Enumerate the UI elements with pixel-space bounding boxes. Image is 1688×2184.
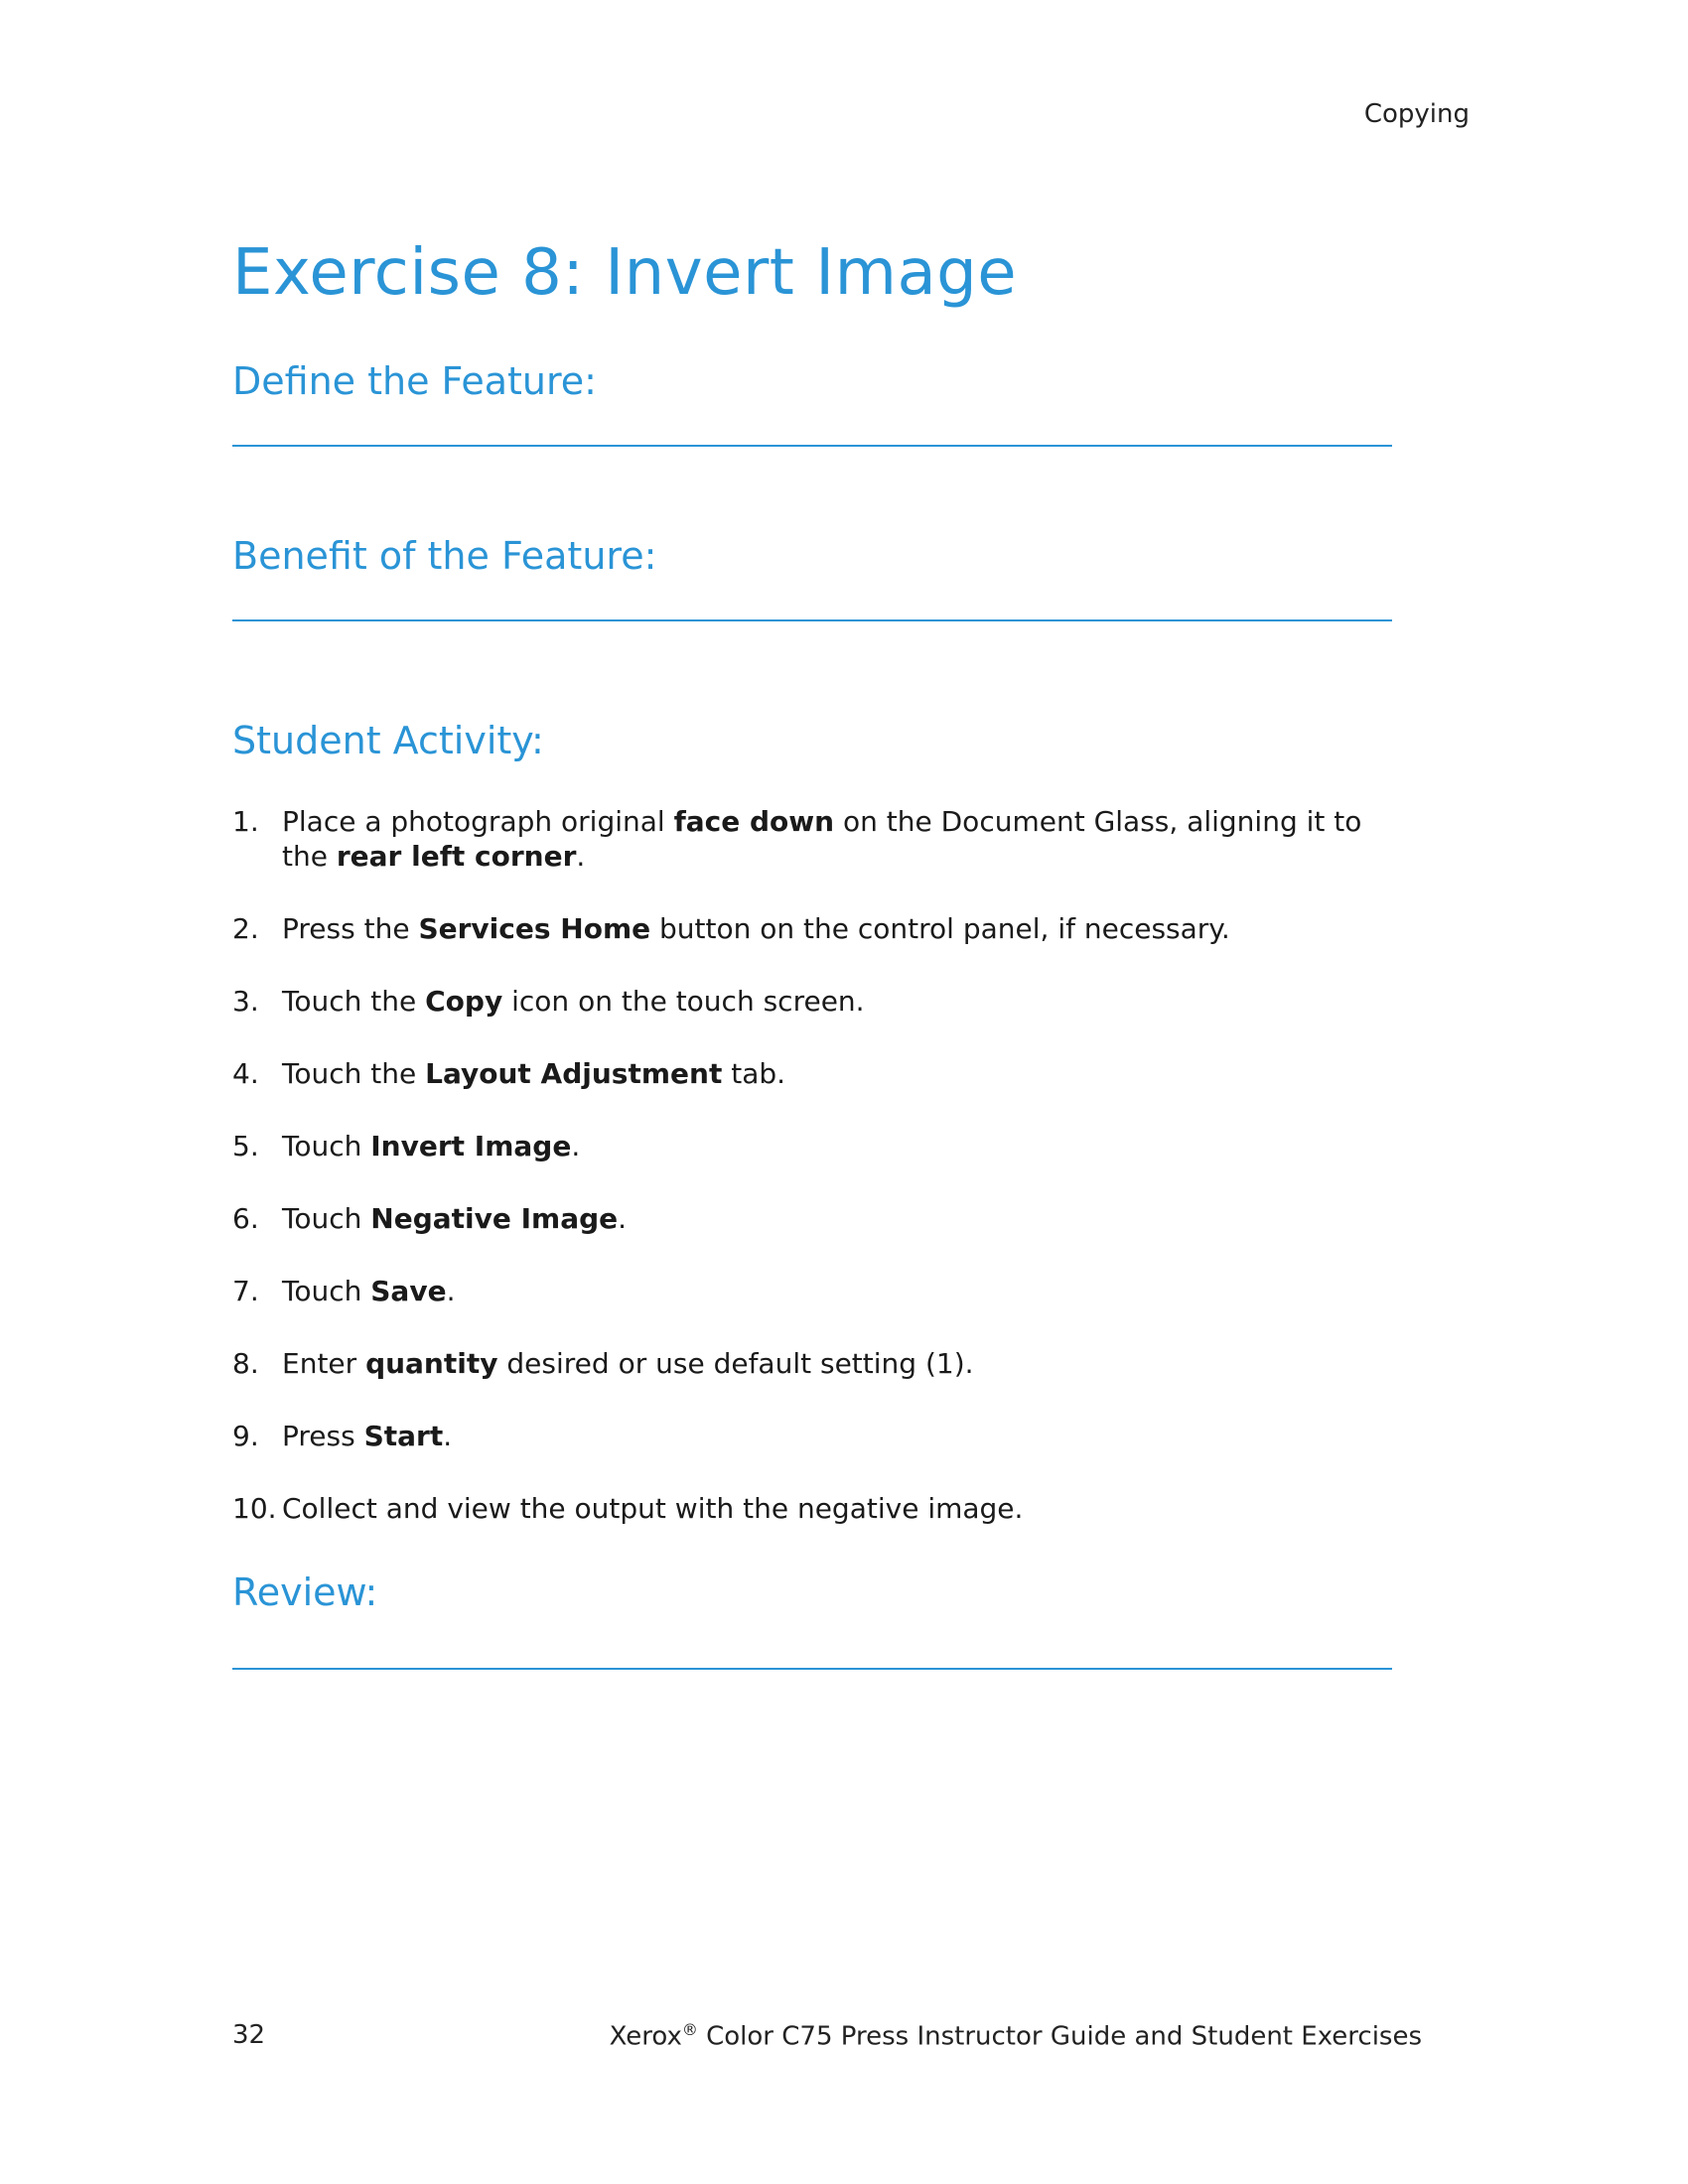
step-number: 6. [232,1202,259,1235]
step-text: button on the control panel, if necessary. [650,912,1230,945]
step-item [232,1419,1392,1453]
step-bold-text: Copy [425,985,503,1018]
step-text: icon on the touch screen. [502,985,865,1018]
benefit-feature-heading: Benefit of the Feature: [232,534,657,578]
step-item [232,804,1392,874]
activity-steps-list [232,804,1392,1564]
step-number: 3. [232,985,259,1018]
step-bold-text: Invert Image [370,1130,572,1162]
step-bold-text: quantity [365,1347,498,1380]
footer-doc-title: Color C75 Press Instructor Guide and Student Exercises [697,2021,1422,2052]
step-text: Touch the [282,1057,426,1090]
step-item [232,984,1392,1019]
step-bold-text: Save [370,1275,447,1307]
step-number: 9. [232,1420,259,1452]
step-item [232,911,1392,946]
step-item [232,1491,1392,1526]
footer-registered-mark: ® [681,2020,698,2039]
define-feature-heading: Define the Feature: [232,359,597,403]
step-text: Place a photograph original [282,805,674,838]
footer-brand: Xerox [609,2021,682,2052]
step-item [232,1274,1392,1308]
step-text: Enter [282,1347,366,1380]
step-text: Touch [282,1130,371,1162]
step-text: Press [282,1420,364,1452]
step-number: 8. [232,1347,259,1380]
benefit-feature-answer-line [232,619,1392,621]
step-text: . [618,1202,628,1235]
review-answer-line [232,1668,1392,1670]
step-text: desired or use default setting (1). [497,1347,974,1380]
step-bold-text: Start [363,1420,444,1452]
step-text: . [446,1275,456,1307]
step-number: 2. [232,912,259,945]
step-number: 5. [232,1130,259,1162]
step-bold-text: rear left corner [336,840,577,873]
step-bold-text: Layout Adjustment [425,1057,723,1090]
step-text: Press the [282,912,419,945]
step-item [232,1201,1392,1236]
step-text: on the Document Glass, aligning it to the [282,805,1362,873]
step-bold-text: Services Home [418,912,651,945]
exercise-title: Exercise 8: Invert Image [232,236,1018,310]
step-text: . [576,840,586,873]
step-text: . [571,1130,581,1162]
step-item [232,1056,1392,1091]
step-text: Touch the [282,985,426,1018]
step-text: . [443,1420,453,1452]
define-feature-answer-line [232,445,1392,447]
step-item [232,1129,1392,1163]
step-number: 1. [232,805,259,838]
step-text: Touch [282,1202,371,1235]
step-text: Collect and view the output with the negative image. [282,1492,1024,1525]
footer-document-title [610,2020,1422,2052]
step-bold-text: Negative Image [370,1202,619,1235]
step-text: Touch [282,1275,371,1307]
step-number: 10. [232,1492,277,1525]
step-bold-text: face down [673,805,835,838]
review-heading: Review: [232,1570,378,1614]
step-text: tab. [722,1057,786,1090]
step-number: 7. [232,1275,259,1307]
running-header: Copying [1363,99,1470,129]
student-activity-heading: Student Activity: [232,719,544,762]
step-item [232,1346,1392,1381]
footer-page-number: 32 [232,2020,266,2050]
step-number: 4. [232,1057,259,1090]
